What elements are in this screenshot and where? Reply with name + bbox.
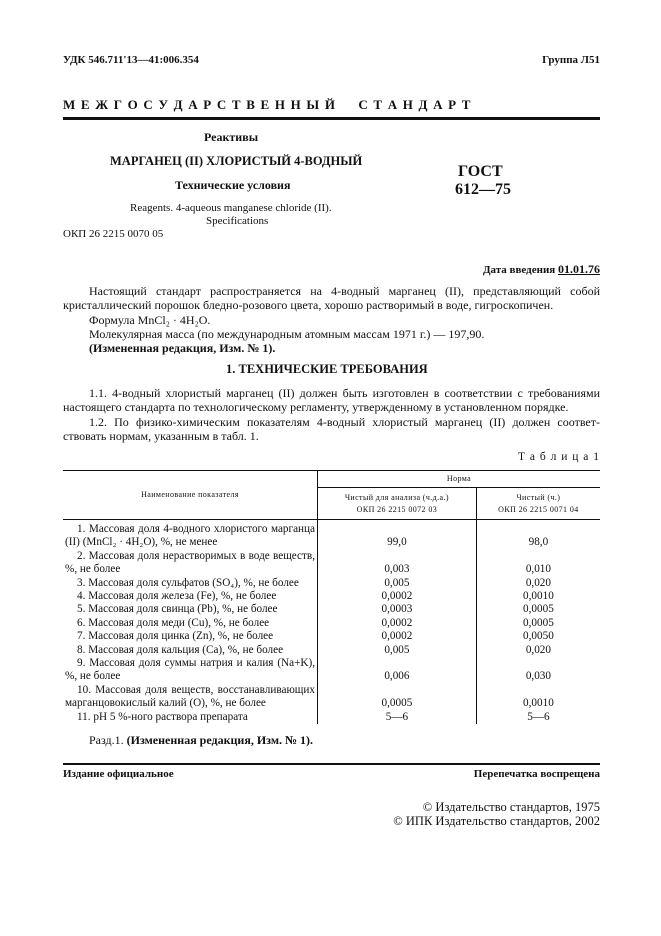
document-title: МАРГАНЕЦ (II) ХЛОРИСТЫЙ 4-ВОДНЫЙ — [110, 154, 363, 168]
value-analytical-grade: 99,0 — [318, 520, 477, 550]
value-analytical-grade: 0,0002 — [318, 617, 477, 630]
table-row — [63, 711, 600, 724]
value-analytical-grade: 0,0002 — [318, 590, 477, 603]
document-subtitle: Технические условия — [175, 178, 291, 192]
value-pure-grade: 0,0010 — [523, 697, 554, 710]
banner-rule — [63, 117, 600, 120]
parameter-name: 9. Массовая доля суммы натрия и калия (Na+K), %, не более — [63, 657, 318, 684]
parameter-name: 4. Массовая доля железа (Fe), %, не более — [63, 590, 318, 603]
value-pure-grade: 0,0005 — [523, 603, 554, 616]
value-analytical-grade: 0,005 — [318, 577, 477, 590]
table-row — [63, 603, 600, 616]
table-row — [63, 577, 600, 590]
table-row — [63, 644, 600, 657]
footer-rule — [63, 763, 600, 765]
clause-1-1: 1.1. 4-водный хлористый марганец (II) должен быть изготовлен в соответствии с требованиями настоящего стандарта по технологическому регламенту, утвержденному в установленном порядке. — [63, 386, 600, 415]
header-pure-grade — [476, 488, 600, 520]
intro — [63, 284, 600, 355]
value-pure-grade: 0,0050 — [523, 630, 554, 643]
value-analytical-grade: 0,0003 — [318, 603, 477, 616]
value-pure-grade: 0,010 — [525, 563, 551, 576]
okp-code: ОКП 26 2215 0070 05 — [63, 228, 164, 240]
english-title-line2: Specifications — [206, 215, 269, 227]
value-analytical-grade: 0,006 — [318, 657, 477, 684]
group-code: Группа Л51 — [542, 54, 600, 66]
parameter-name: 2. Массовая доля нерастворимых в воде веществ, %, не более — [63, 550, 318, 577]
section-heading: 1. ТЕХНИЧЕСКИЕ ТРЕБОВАНИЯ — [226, 362, 428, 376]
table-row — [63, 617, 600, 630]
value-pure-grade: 0,0005 — [523, 616, 554, 629]
copyright-2002: © ИПК Издательство стандартов, 2002 — [393, 814, 600, 828]
parameter-name: 7. Массовая доля цинка (Zn), %, не более — [63, 630, 318, 643]
copyright-1975: © Издательство стандартов, 1975 — [422, 800, 600, 814]
table-row — [63, 684, 600, 711]
table-row — [63, 657, 600, 684]
gost-label: ГОСТ — [458, 163, 503, 180]
intro-paragraph: Настоящий стандарт распространяется на 4-водный марганец (II), представляющий собой кристаллический порошок бледно-розового цвета, хорошо растворимый в воде, гигроскопичен. — [63, 284, 600, 313]
header-pure-grade-okp: ОКП 26 2215 0071 04 — [498, 504, 579, 514]
interstate-standard-banner: М Е Ж Г О С У Д А Р С Т В Е Н Н Ы Й С Т А Н Д А Р Т — [63, 97, 472, 112]
value-pure-grade: 0,030 — [525, 670, 551, 683]
value-pure-grade: 0,0010 — [523, 590, 554, 603]
effective-date — [483, 262, 600, 277]
parameter-name: 8. Массовая доля кальция (Ca), %, не более — [63, 644, 318, 657]
header-pure-grade-title: Чистый (ч.) — [516, 492, 561, 502]
value-pure-grade: 5—6 — [527, 710, 550, 723]
value-analytical-grade: 5—6 — [318, 711, 477, 724]
reprint-prohibited: Перепечатка воспрещена — [473, 768, 600, 780]
value-analytical-grade: 0,005 — [318, 644, 477, 657]
header-analytical-grade-title: Чистый для анализа (ч.д.а.) — [344, 492, 449, 502]
category: Реактивы — [204, 130, 259, 144]
effective-date-value: 01.01.76 — [558, 262, 600, 276]
parameter-name: 3. Массовая доля сульфатов (SO₄), %, не более — [63, 577, 318, 590]
value-analytical-grade: 0,0002 — [318, 630, 477, 643]
udk-code: УДК 546.711'13—41:006.354 — [63, 54, 199, 66]
gost-number: 612—75 — [455, 181, 511, 198]
header-parameter-name: Наименование показателя — [63, 471, 318, 520]
parameter-name: 1. Массовая доля 4-водного хлористого марганца (II) (MnCl₂ · 4H₂O), %, не менее — [63, 520, 318, 550]
amendment-note: (Измененная редакция, Изм. № 1). — [89, 341, 276, 356]
parameter-name: 5. Массовая доля свинца (Pb), %, не более — [63, 603, 318, 616]
table-row — [63, 630, 600, 643]
parameter-name: 10. Массовая доля веществ, восстанавливающих марганцовокислый калий (O), %, не более — [63, 684, 318, 711]
table-row — [63, 520, 600, 550]
parameter-name: 11. pH 5 %-ного раствора препарата — [63, 711, 318, 724]
section-ref: Разд.1. — [89, 733, 124, 747]
english-title-line1: Reagents. 4-aqueous manganese chloride (II). — [130, 202, 332, 214]
table-row — [63, 550, 600, 577]
value-analytical-grade: 0,003 — [318, 550, 477, 577]
section-amendment-note: (Измененная редакция, Изм. № 1). — [126, 733, 314, 747]
section1-body — [63, 386, 600, 443]
value-analytical-grade: 0,0005 — [318, 684, 477, 711]
formula: Формула MnCl₂ · 4H₂O. — [89, 312, 211, 327]
header-analytical-grade-okp: ОКП 26 2215 0072 03 — [356, 504, 438, 514]
value-pure-grade: 0,020 — [525, 576, 551, 589]
value-pure-grade: 0,020 — [525, 643, 551, 656]
section-amendment — [89, 733, 313, 748]
molecular-mass: Молекулярная масса (по международным атомным массам 1971 г.) — 197,90. — [89, 326, 485, 341]
table-caption: Т а б л и ц а 1 — [517, 451, 600, 463]
norms-table — [63, 470, 600, 724]
table-row — [63, 590, 600, 603]
effective-date-label: Дата введения — [482, 264, 556, 276]
value-pure-grade: 98,0 — [528, 536, 549, 549]
clause-1-2: 1.2. По физико-химическим показателям 4-водный хлористый марганец (II) должен соответствовать нормам, указанным в табл. 1. — [63, 414, 600, 443]
parameter-name: 6. Массовая доля меди (Cu), %, не более — [63, 617, 318, 630]
header-norm: Норма — [318, 471, 601, 488]
official-edition: Издание официальное — [63, 768, 174, 780]
header-analytical-grade — [318, 488, 477, 520]
